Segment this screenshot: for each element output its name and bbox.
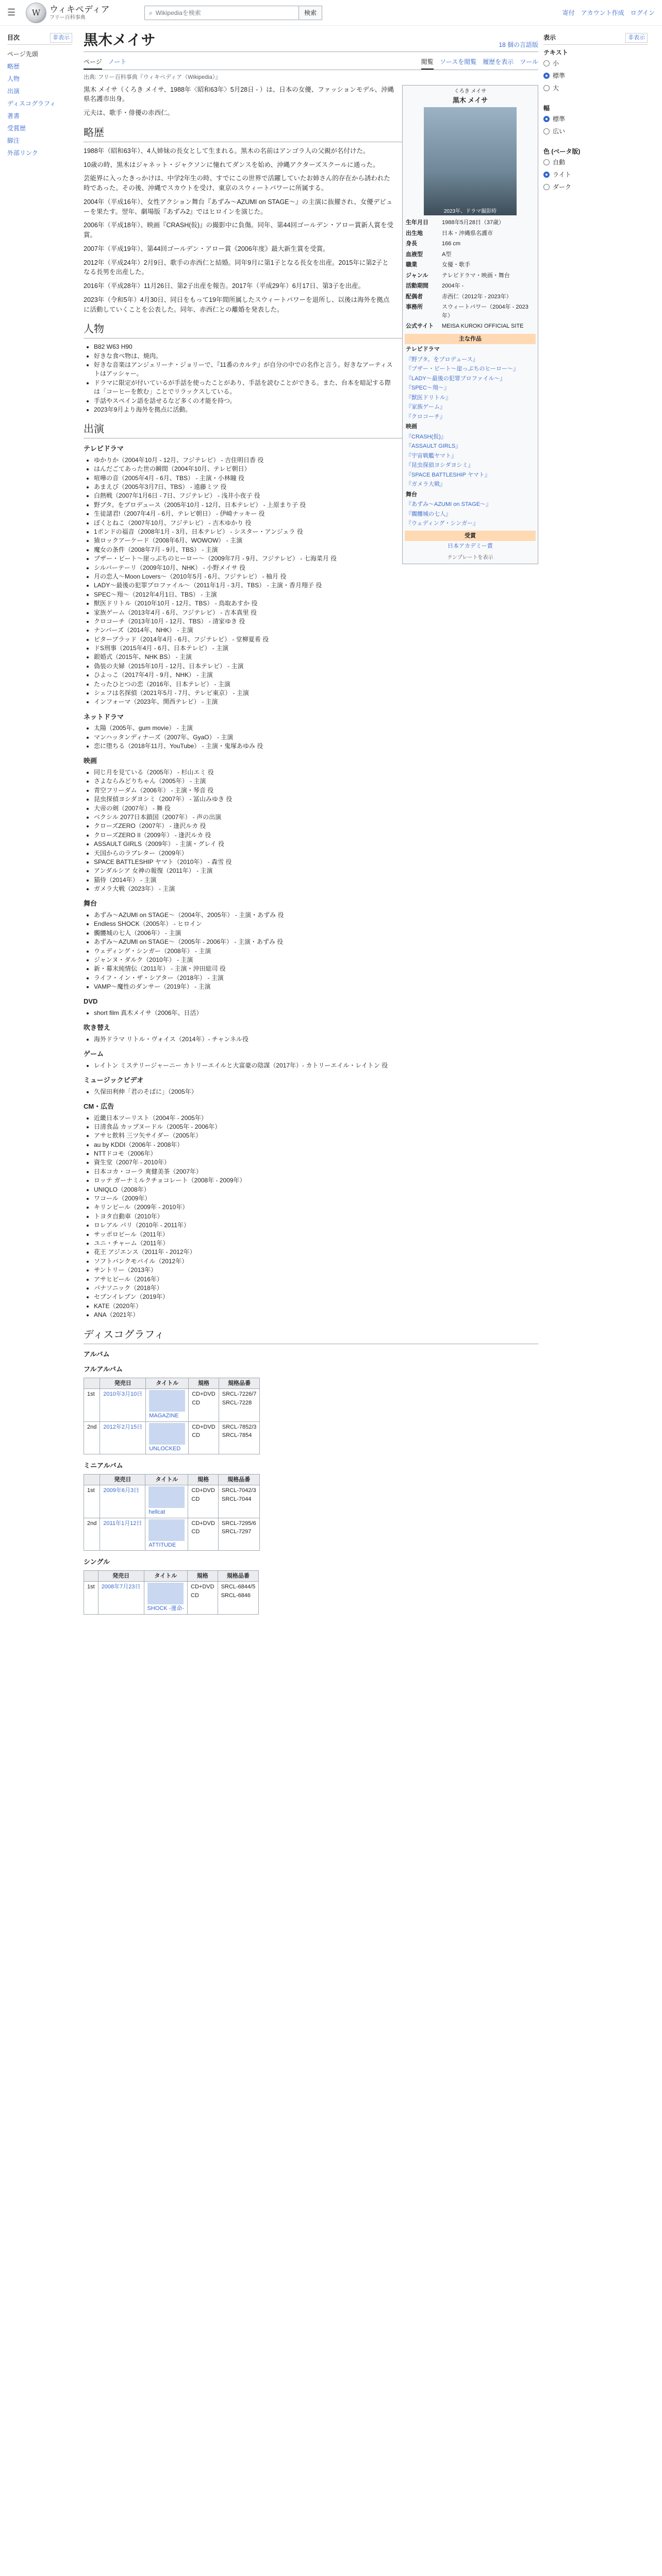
- movie-list-item: • アンダルシア 女神の報復（2011年） - 主演: [94, 867, 538, 875]
- tv-list-item: • ひよっこ（2017年4月 - 9月、NHK） - 主演: [94, 671, 538, 680]
- release-title-cell: [146, 1389, 189, 1422]
- cm-list-item: • ロッテ ガーナミルクチョコレート（2008年 - 2009年）: [94, 1176, 538, 1185]
- cm-list-item: • 資生堂（2007年 - 2010年）: [94, 1158, 538, 1167]
- release-code: SRCL-7852/3 SRCL-7854: [219, 1421, 260, 1454]
- logo-title: ウィキペディア: [49, 4, 110, 15]
- bio-paragraph: 2007年（平成19年）、第44回ゴールデン・アロー賞《2006年度》最大新生賞を受賞。: [84, 245, 329, 252]
- toc-item[interactable]: 著書: [7, 112, 20, 120]
- infobox-work-link[interactable]: 『ガメラ大戦』: [406, 481, 445, 487]
- tv-list-item: • 生徒諸君!（2007年4月 - 6月、テレビ朝日） - 伊崎ナッキー 役: [94, 510, 538, 518]
- subsection-mv: ミュージックビデオ: [84, 1076, 144, 1084]
- bio-paragraph: 10歳の時、黒木はジャネット・ジャクソンに憧れてダンスを始め、沖縄アクターズスクールに通った。: [84, 161, 379, 168]
- tv-list-item: • 野ブタ。をプロデュース（2005年10月 - 12月、日本テレビ） - 上原まり子 役: [94, 501, 538, 510]
- table-header: [84, 1570, 98, 1582]
- infobox-value: テレビドラマ・映画・舞台: [442, 272, 510, 279]
- infobox-name: 黒木 メイサ: [452, 96, 488, 104]
- site-logo[interactable]: [26, 3, 134, 23]
- infobox-work-link[interactable]: 『ブザー・ビート〜崖っぷちのヒーロー〜』: [406, 366, 519, 372]
- cover-art: [148, 1486, 185, 1508]
- radio-icon[interactable]: [543, 60, 550, 66]
- tab-0[interactable]: ページ: [84, 55, 102, 70]
- release-code: SRCL-7226/7 SRCL-7228: [219, 1389, 260, 1422]
- site-header: [0, 0, 662, 26]
- stage-list-item: • 新・幕末純情伝（2011年） - 主演・沖田総司 役: [94, 964, 538, 973]
- infobox-key: 活動期間: [406, 283, 428, 289]
- cm-list-item: • ソフトバンクモバイル（2012年）: [94, 1257, 538, 1266]
- radio-icon[interactable]: [543, 128, 550, 134]
- text_options-label: 標準: [553, 72, 566, 79]
- bio-paragraph: 2004年（平成16年）、女性アクション舞台『あずみ〜AZUMI on STAGE〜』の主演に抜擢され、女優デビューを果たす。翌年、劇場版『あずみ2』ではヒロインを演じた。: [84, 198, 393, 215]
- bio-paragraph: 2016年（平成28年）11月26日、第2子出産を報告。2017年（平成29年）6月17日、第3子を出産。: [84, 282, 365, 290]
- infobox-value: 赤西仁（2012年 - 2023年）: [442, 293, 512, 300]
- tv-list-item: • ブザー・ビート〜崖っぷちのヒーロー〜（2009年7月 - 9月、フジテレビ） - 七海菜月 役: [94, 554, 538, 563]
- text_options-label: 小: [553, 59, 559, 67]
- infobox-work-link[interactable]: 『野ブタ。をプロデュース』: [406, 356, 478, 363]
- portrait-photo[interactable]: [424, 107, 517, 215]
- tv-list-item: • 月の恋人〜Moon Lovers〜（2010年5月 - 6月、フジテレビ） - 柚月 役: [94, 572, 538, 581]
- color_options-label: ダーク: [553, 183, 572, 191]
- login-link[interactable]: ログイン: [630, 9, 655, 16]
- dvd-list-item: • short film 真木メイサ（2006年、日活）: [94, 1009, 538, 1018]
- color_options-option[interactable]: [543, 181, 648, 193]
- release-format: CD+DVD CD: [188, 1485, 219, 1518]
- cm-list-item: • 日清食品 カップヌードル（2005年 - 2006年）: [94, 1123, 538, 1131]
- movie-list-item: • ガメラ大戦（2023年） - 主演: [94, 885, 538, 893]
- cm-list-item: • ワコール（2009年）: [94, 1194, 538, 1203]
- toc-item[interactable]: 略歴: [7, 62, 20, 70]
- tv-list-item: • SPEC〜翔〜（2012年4月1日、TBS） - 主演: [94, 590, 538, 599]
- movie-list-item: • 天国からのラブレター（2009年）: [94, 849, 538, 858]
- infobox-value: 1988年5月28日（37歳）: [442, 219, 505, 226]
- photo-caption: 2023年、ドラマ撮影時: [443, 209, 497, 214]
- tv-list-item: • 1ポンドの福音（2008年1月 - 3月、日本テレビ） - シスター・アンジェラ 役: [94, 528, 538, 536]
- tv-list-item: • ビターブラッド（2014年4月 - 6月、フジテレビ） - 堂柳夏希 役: [94, 635, 538, 644]
- color_options-option[interactable]: [543, 168, 648, 181]
- table-header: タイトル: [144, 1570, 188, 1582]
- tv-list-item: • インフォーマ（2023年、関西テレビ） - 主演: [94, 698, 538, 706]
- tab-view-0[interactable]: 閲覧: [421, 55, 434, 70]
- tab-view-3[interactable]: ツール: [520, 58, 538, 65]
- release-date[interactable]: 2010年3月10日: [100, 1389, 146, 1422]
- search-placeholder: Wikipediaを検索: [155, 9, 201, 16]
- tab-1[interactable]: ノート: [108, 58, 127, 65]
- subsection-stage: 舞台: [84, 900, 97, 908]
- cm-list-item: • UNIQLO（2008年）: [94, 1185, 538, 1194]
- radio-icon[interactable]: [543, 85, 550, 91]
- infobox-work-link[interactable]: 『SPEC〜翔〜』: [406, 385, 450, 391]
- menu-icon[interactable]: ☰: [7, 7, 16, 18]
- tab-view-1[interactable]: ソースを閲覧: [439, 58, 477, 65]
- single-table: [84, 1570, 259, 1615]
- table-header: 発売日: [98, 1570, 144, 1582]
- infobox-work-link[interactable]: 『ASSAULT GIRLS』: [406, 443, 461, 449]
- tv-list-item: • はんだごてあった世の瞬間（2004年10月、テレビ朝日）: [94, 465, 538, 473]
- subsection-game: ゲーム: [84, 1050, 104, 1058]
- subsection-dvd: DVD: [84, 997, 98, 1006]
- stage-list-item: • ライフ・イン・ザ・シアター（2018年） - 主演: [94, 974, 538, 982]
- color-title: 色 (ベータ版): [543, 147, 581, 155]
- page-title: 黒木メイサ: [84, 32, 156, 48]
- infobox-key: ジャンル: [406, 272, 428, 279]
- bio-paragraph: 1988年（昭和63年）、4人姉妹の長女として生まれる。黒木の名前はアンゴラ人の父親が名付けた。: [84, 147, 370, 155]
- infobox-key: 事務所: [406, 304, 423, 310]
- table-header: タイトル: [145, 1474, 188, 1485]
- tv-list-item: • シルバーテーリ（2009年10月、NHK） - 小野メイサ 役: [94, 564, 538, 572]
- table-header: 規格品番: [218, 1570, 259, 1582]
- appearance-hide-button[interactable]: 非表示: [625, 33, 648, 43]
- release-title[interactable]: ATTITUDE: [148, 1541, 176, 1548]
- stage-list-item: • Endless SHOCK（2005年） - ヒロイン: [94, 920, 538, 928]
- infobox-work-link[interactable]: 『クロコーチ』: [406, 413, 445, 420]
- stage-list-item: • あずみ〜AZUMI on STAGE〜（2005年 - 2006年） - 主演・あずみ 役: [94, 938, 538, 946]
- template-link[interactable]: テンプレートを表示: [447, 554, 493, 561]
- infobox-work-link[interactable]: 『昆虫探偵ヨシダヨシミ』: [406, 462, 474, 468]
- radio-icon[interactable]: [543, 159, 550, 165]
- release-number: 1st: [84, 1485, 100, 1518]
- table-row: [84, 1582, 259, 1615]
- cover-art: [149, 1390, 185, 1412]
- infobox-key: 職業: [406, 262, 417, 268]
- subsection-movie: 映画: [84, 757, 97, 765]
- net-list-item: • マンハッタンディナーズ（2007年、GyaO） - 主演: [94, 733, 538, 742]
- stage-list-item: • ジャンヌ・ダルク（2010年） - 主演: [94, 956, 538, 964]
- cm-list-item: • 花王 アジエンス（2011年 - 2012年）: [94, 1248, 538, 1257]
- tv-list-item: • LADY〜最後の犯罪プロファイル〜（2011年1月 - 3月、TBS） - 主演・香月翔子 役: [94, 581, 538, 590]
- table-header: 規格品番: [218, 1474, 259, 1485]
- movie-list-item: • クローズZERO（2007年） - 逢沢ルカ 役: [94, 822, 538, 831]
- text_options-option[interactable]: [543, 70, 648, 82]
- text-size-title: テキスト: [543, 48, 568, 56]
- tv-list-item: • 家族ゲーム（2013年4月 - 6月、フジテレビ） - 吉本真里 役: [94, 608, 538, 617]
- bio-paragraph: 2006年（平成18年）、映画『CRASH(仮)』の撮影中に負傷。同年、第44回ゴールデン・アロー賞新人賞を受賞。: [84, 222, 393, 239]
- release-number: 2nd: [84, 1421, 100, 1454]
- release-title-cell: [145, 1518, 188, 1551]
- release-format: CD+DVD CD: [189, 1389, 219, 1422]
- movie-list-item: • ASSAULT GIRLS（2009年） - 主演・グレイ 役: [94, 840, 538, 849]
- infobox-work-link[interactable]: 『家族ゲーム』: [406, 404, 445, 410]
- stage-list-item: • ウェディング・シンガー（2008年） - 主演: [94, 947, 538, 956]
- cm-list-item: • パナソニック（2018年）: [94, 1284, 538, 1293]
- tv-list-item: • 白熱戦（2007年1月6日 - 7日、フジテレビ） - 浅井小夜子 役: [94, 492, 538, 500]
- person-list-item: • 好きな食べ物は、焼肉。: [94, 352, 538, 361]
- subsection-mini-album: ミニアルバム: [84, 1462, 123, 1470]
- infobox-movie-label: 映画: [406, 423, 417, 430]
- from-wikipedia: 出典: フリー百科事典『ウィキペディア（Wikipedia）』: [84, 74, 221, 80]
- logo-subtitle: フリー百科事典: [49, 14, 86, 21]
- search-button[interactable]: 検索: [299, 6, 322, 20]
- infobox-value: 女優・歌手: [442, 262, 470, 268]
- infobox-awards-header: 受賞: [405, 531, 536, 541]
- table-row: [84, 1389, 260, 1422]
- person-list-item: • 手話やスペイン語を話せるなど多くの才能を持つ。: [94, 397, 538, 405]
- movie-list-item: • ベクシル 2077日本鎖国（2007年） - 声の出演: [94, 813, 538, 822]
- cm-list-item: • KATE（2020年）: [94, 1302, 538, 1311]
- toc-item[interactable]: 外部リンク: [7, 149, 38, 157]
- create-account-link[interactable]: アカウント作成: [581, 9, 624, 16]
- release-number: 1st: [84, 1582, 98, 1615]
- infobox-work-link[interactable]: 『獣医ドリトル』: [406, 394, 451, 401]
- cm-list-item: • アサヒビール（2016年）: [94, 1275, 538, 1284]
- release-code: SRCL-6844/5 SRCL-6846: [218, 1582, 259, 1615]
- radio-icon[interactable]: [543, 172, 550, 178]
- release-format: CD+DVD CD: [188, 1518, 219, 1551]
- tv-list-item: • クロコーチ（2013年10月 - 12月、TBS） - 清家ゆき 役: [94, 617, 538, 626]
- cm-list-item: • サントリー（2013年）: [94, 1266, 538, 1275]
- stage-list-item: • 髑髏城の七人（2006年） - 主演: [94, 929, 538, 938]
- text_options-option[interactable]: [543, 57, 648, 70]
- wikipedia-globe-icon: W: [26, 3, 46, 23]
- text_options-option[interactable]: [543, 82, 648, 94]
- table-header: [84, 1378, 100, 1389]
- subsection-net: ネットドラマ: [84, 713, 124, 721]
- radio-icon[interactable]: [543, 184, 550, 190]
- tv-list-item: • あまえび（2005年3月7日、TBS） - 遠藤ミツ 役: [94, 483, 538, 492]
- width_options-option[interactable]: [543, 113, 648, 125]
- infobox-value: 166 cm: [442, 241, 461, 247]
- bio-paragraph: 芸能界に入ったきっかけは、中学2年生の時、すでにこの世界で活躍していたお姉さん的存在から誘われた時であった。その後、沖縄でスカウトを受け、東京のスウィートパワーに所属する。: [84, 175, 390, 192]
- net-list-item: • 太陽（2005年、gum movie） - 主演: [94, 724, 538, 733]
- movie-list-item: • 昆虫探偵ヨシダヨシミ（2007年） - 冨山みゆき 役: [94, 795, 538, 804]
- main-content: [77, 26, 538, 1621]
- stage-list-item: • あずみ〜AZUMI on STAGE〜（2004年、2005年） - 主演・あずみ 役: [94, 911, 538, 920]
- infobox-key: 出生地: [406, 230, 423, 236]
- tv-list-item: • 銀婚式（2015年、NHK BS） - 主演: [94, 653, 538, 662]
- section-heading-person: 人物: [84, 321, 538, 338]
- cm-list-item: • au by KDDI（2006年 - 2008年）: [94, 1141, 538, 1149]
- cover-art: [147, 1583, 184, 1604]
- toc-hide-button[interactable]: 非表示: [50, 33, 72, 43]
- section-heading-discography: ディスコグラフィ: [84, 1327, 538, 1344]
- table-header: タイトル: [146, 1378, 189, 1389]
- stage-list-item: • VAMP〜魔性のダンサー（2019年） - 主演: [94, 982, 538, 991]
- color_options-label: ライト: [553, 171, 571, 178]
- subsection-cm: CM・広告: [84, 1103, 114, 1111]
- appearance-title: 表示: [543, 34, 556, 41]
- color_options-option[interactable]: [543, 156, 648, 168]
- release-number: 2nd: [84, 1518, 100, 1551]
- infobox-work-link[interactable]: 『CRASH(仮)』: [406, 433, 446, 440]
- table-header: 発売日: [100, 1474, 145, 1485]
- table-header: 発売日: [100, 1378, 146, 1389]
- cm-list-item: • ANA（2021年）: [94, 1311, 538, 1319]
- release-number: 1st: [84, 1389, 100, 1422]
- search-icon: ⌕: [149, 9, 153, 16]
- cm-list-item: • セブンイレブン（2019年）: [94, 1293, 538, 1301]
- table-header: 規格: [189, 1378, 219, 1389]
- net-list-item: • 恋に堕ちる（2018年11月、YouTube） - 主演・鬼塚あゆみ 役: [94, 742, 538, 751]
- width_options-label: 広い: [553, 127, 566, 135]
- table-of-contents: [0, 26, 77, 1621]
- release-title[interactable]: SHOCK -運命-: [147, 1605, 185, 1612]
- cm-list-item: • 日本コカ・コーラ 爽健美茶（2007年）: [94, 1167, 538, 1176]
- person-list-item: • B82 W63 H90: [94, 343, 538, 351]
- infobox-work-link[interactable]: 『SPACE BATTLESHIP ヤマト』: [406, 471, 490, 478]
- width-title: 幅: [543, 104, 550, 112]
- color_options-label: 自動: [553, 158, 566, 166]
- subsection-album: アルバム: [84, 1350, 110, 1358]
- release-code: SRCL-7295/6 SRCL-7297: [218, 1518, 259, 1551]
- release-date[interactable]: 2009年6月3日: [100, 1485, 145, 1518]
- toc-item[interactable]: ページ先頭: [7, 50, 38, 58]
- tv-list-item: • 猿ロックアーケード（2008年6月、WOWOW） - 主演: [94, 536, 538, 545]
- subsection-full-album: フルアルバム: [84, 1365, 123, 1374]
- cover-art: [149, 1423, 185, 1445]
- movie-list-item: • さよならみどりちゃん（2005年） - 主演: [94, 777, 538, 786]
- infobox-value: 日本・沖縄県名護市: [442, 230, 493, 236]
- infobox-value: A型: [442, 251, 452, 258]
- radio-icon[interactable]: [543, 73, 550, 79]
- release-title[interactable]: UNLOCKED: [149, 1445, 181, 1452]
- infobox-works-header: 主な作品: [405, 334, 536, 345]
- infobox-awards[interactable]: 日本アカデミー賞: [448, 543, 493, 549]
- infobox-work-link[interactable]: 『宇宙戦艦ヤマト』: [406, 452, 457, 459]
- release-title-cell: [145, 1485, 188, 1518]
- tv-list-item: • ぼくとねこ（2007年10月、フジテレビ） - 吉木ゆかり 役: [94, 519, 538, 528]
- tv-list-item: • 魔女の条件（2008年7月 - 9月、TBS） - 主演: [94, 546, 538, 554]
- bio-paragraph: 2023年（令和5年）4月30日、同日をもって19年間所属したスウィートパワーを退所し、以後は海外を拠点に活動していくことを公表した。同年、赤西仁との離婚を発表した。: [84, 296, 390, 313]
- tv-list-item: • ドS刑事（2015年4月 - 6月、日本テレビ） - 主演: [94, 644, 538, 653]
- search-input[interactable]: [144, 6, 299, 20]
- release-title[interactable]: hellcat: [148, 1509, 166, 1516]
- movie-list-item: • 大帝の剣（2007年） - 舞 役: [94, 804, 538, 813]
- movie-list-item: • 猫侍（2014年） - 主演: [94, 876, 538, 885]
- tv-list-item: • ゆかりか（2004年10月 - 12月、フジテレビ） - 吉住明日香 役: [94, 456, 538, 465]
- infobox-reading: くろき メイサ: [454, 88, 487, 94]
- table-row: [84, 1518, 260, 1551]
- search-form: [144, 6, 322, 20]
- cm-list-item: • キリンビール（2009年 - 2010年）: [94, 1203, 538, 1212]
- toc-item[interactable]: 受賞歴: [7, 124, 26, 132]
- infobox-key: 身長: [406, 241, 417, 247]
- infobox-key: 配偶者: [406, 293, 423, 300]
- user-links: [562, 8, 655, 18]
- table-row: [84, 1485, 260, 1518]
- toc-title: 目次: [7, 34, 20, 41]
- cm-list-item: • ユニ・チャーム（2011年）: [94, 1239, 538, 1248]
- cm-list-item: • アサヒ飲料 三ツ矢サイダー（2005年）: [94, 1131, 538, 1140]
- infobox-stage-label: 舞台: [406, 491, 417, 498]
- infobox-work-link[interactable]: 『ウェディング・シンガー』: [406, 520, 479, 527]
- infobox-value: スウィートパワー（2004年 - 2023年）: [442, 304, 528, 319]
- table-header: [84, 1474, 100, 1485]
- table-header: 規格: [188, 1474, 219, 1485]
- tv-list-item: • 獣医ドリトル（2010年10月 - 12月、TBS） - 鳥取あすか 役: [94, 599, 538, 608]
- section-heading-bio: 略歴: [84, 125, 538, 142]
- movie-list-item: • 同じ月を見ている（2005年） - 杉山エミ 役: [94, 768, 538, 777]
- table-row: [84, 1421, 260, 1454]
- infobox-key: 公式サイト: [406, 323, 434, 329]
- dub-list-item: • 海外ドラマ リトル・ヴォイス（2014年）- チャンネル役: [94, 1035, 538, 1044]
- tv-list-item: • シェフは名探偵（2021年5月 - 7月、テレビ東京） - 主演: [94, 689, 538, 698]
- toc-item[interactable]: 出演: [7, 87, 20, 95]
- release-date[interactable]: 2008年7月23日: [98, 1582, 144, 1615]
- toc-item[interactable]: ディスコグラフィ: [7, 99, 56, 107]
- infobox-tv-label: テレビドラマ: [406, 346, 440, 352]
- lead-paragraph: 元夫は、歌手・俳優の赤西仁。: [84, 109, 174, 116]
- infobox-key: 血液型: [406, 251, 423, 258]
- tv-list-item: • 偽装の夫婦（2015年10月 - 12月、日本テレビ） - 主演: [94, 662, 538, 671]
- mv-list-item: • 久保田利伸「君のそばに」（2005年）: [94, 1088, 538, 1096]
- table-header: 規格品番: [219, 1378, 260, 1389]
- person-list-item: • 2023年9月より海外を拠点に活動。: [94, 405, 538, 414]
- infobox-work-link[interactable]: 『髑髏城の七人』: [406, 511, 451, 517]
- mini-album-table: [84, 1474, 260, 1551]
- tab-view-2[interactable]: 履歴を表示: [483, 58, 514, 65]
- toc-item[interactable]: 人物: [7, 75, 20, 82]
- infobox-value: MEISA KUROKI OFFICIAL SITE: [442, 323, 524, 329]
- section-heading-works: 出演: [84, 421, 538, 438]
- cm-list-item: • NTTドコモ（2006年）: [94, 1149, 538, 1158]
- release-code: SRCL-7042/3 SRCL-7044: [218, 1485, 259, 1518]
- cm-list-item: • ロレアル パリ（2010年 - 2011年）: [94, 1221, 538, 1230]
- tv-list-item: • ナンバーズ（2014年、NHK） - 主演: [94, 626, 538, 635]
- person-list-item: • ドラマに限定が付いているが手話を使ったことがあり、手話を読むことができる。また、台本を暗記する際は「コーヒーを飲む」ことでリラックスしている。: [94, 379, 538, 397]
- tv-list-item: • 喧嘩の音（2005年4月 - 6月、TBS） - 主演・小林瞳 役: [94, 474, 538, 483]
- lead-paragraph: 黒木 メイサ（くろき メイサ、1988年〈昭和63年〉5月28日 - ）は、日本の女優、ファッションモデル、沖縄県名護市出身。: [84, 86, 394, 103]
- bio-paragraph: 2012年（平成24年）2月9日、歌手の赤西仁と結婚。同年9月に第1子となる長女を出産。2015年に第2子となる長男を出産した。: [84, 259, 389, 276]
- release-date[interactable]: 2011年1月12日: [100, 1518, 145, 1551]
- movie-list-item: • SPACE BATTLESHIP ヤマト（2010年） - 森雪 役: [94, 858, 538, 867]
- subsection-single: シングル: [84, 1558, 110, 1566]
- cover-art: [148, 1519, 185, 1541]
- infobox-work-link[interactable]: 『LADY〜最後の犯罪プロファイル〜』: [406, 375, 506, 382]
- subsection-tv: テレビドラマ: [84, 445, 124, 453]
- release-format: CD+DVD CD: [188, 1582, 218, 1615]
- language-button[interactable]: 18 個の言語版: [499, 41, 538, 48]
- cm-list-item: • トヨタ自動車（2010年）: [94, 1212, 538, 1221]
- movie-list-item: • クローズZERO II（2009年） - 逢沢ルカ 役: [94, 831, 538, 840]
- game-list-item: • レイトン ミステリージャーニー カトリーエイルと大富豪の陰謀（2017年）- カトリーエイル・レイトン 役: [94, 1061, 538, 1070]
- infobox-work-link[interactable]: 『あずみ〜AZUMI on STAGE〜』: [406, 501, 492, 507]
- release-date[interactable]: 2012年2月15日: [100, 1421, 146, 1454]
- infobox: [402, 85, 538, 564]
- tv-list-item: • たったひとつの恋（2016年、日本テレビ） - 主演: [94, 680, 538, 689]
- width_options-label: 標準: [553, 115, 566, 123]
- text_options-label: 大: [553, 84, 559, 92]
- movie-list-item: • 青空フリーダム（2006年） - 主演・琴音 役: [94, 786, 538, 795]
- donate-link[interactable]: 寄付: [562, 9, 575, 16]
- infobox-value: 2004年 -: [442, 283, 464, 289]
- toc-item[interactable]: 脚注: [7, 137, 20, 144]
- person-list-item: • 好きな音楽はアンジェリーナ・ジョリーで、『11番のカルテ』が自分の中での名作と言う。好きなアーティストはアッシャー。: [94, 361, 538, 379]
- release-title[interactable]: MAGAZINE: [149, 1413, 179, 1419]
- infobox-key: 生年月日: [406, 219, 428, 226]
- release-title-cell: [146, 1421, 189, 1454]
- cm-list-item: • 近畿日本ツーリスト（2004年 - 2005年）: [94, 1114, 538, 1123]
- cm-list-item: • サッポロビール（2011年）: [94, 1230, 538, 1239]
- radio-icon[interactable]: [543, 116, 550, 122]
- subsection-dub: 吹き替え: [84, 1024, 111, 1032]
- width_options-option[interactable]: [543, 125, 648, 138]
- table-header: 規格: [188, 1570, 218, 1582]
- release-format: CD+DVD CD: [189, 1421, 219, 1454]
- full-album-table: [84, 1378, 260, 1455]
- appearance-sidebar: [538, 26, 655, 1621]
- release-title-cell: [144, 1582, 188, 1615]
